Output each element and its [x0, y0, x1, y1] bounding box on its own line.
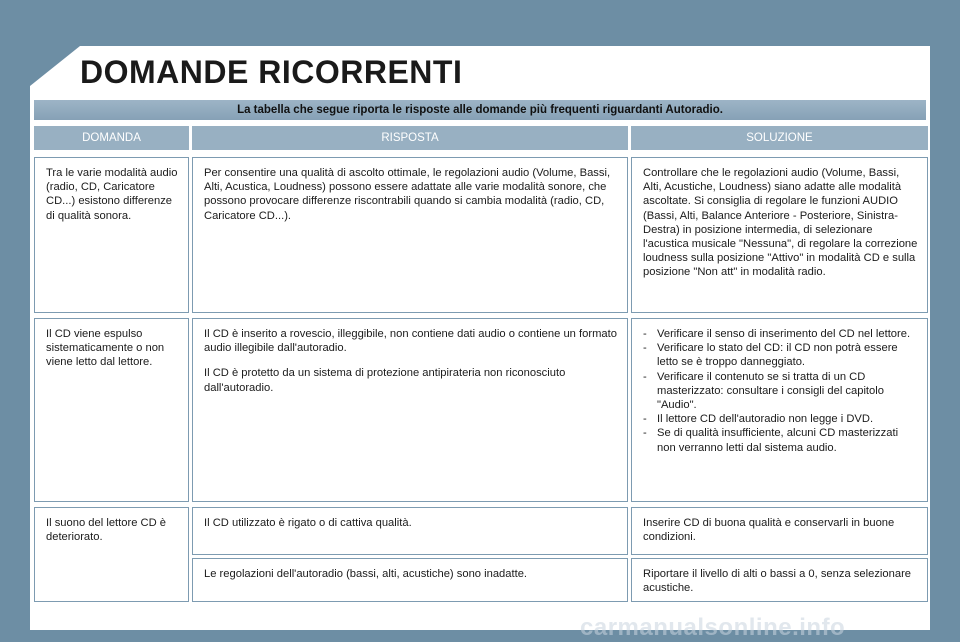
- row-4-answer: [192, 558, 628, 602]
- row-3-solution-text: Inserire CD di buona qualità e conservarli in buone condizioni.: [643, 517, 895, 544]
- row-1-answer-text: Per consentire una qualità di ascolto ottimale, le regolazioni audio (Volume, Bassi, Alti, Acustica, Loudness) possono essere adattate alle varie modalità sonore, che possono provocare differenze riscontrabili quando si cambia modalità (radio, CD, Caricatore CD...).: [204, 167, 611, 222]
- page-subtitle: La tabella che segue riporta le risposte alle domande più frequenti riguardanti Autoradio.: [237, 104, 723, 116]
- row-3-answer-text: Il CD utilizzato è rigato o di cattiva qualità.: [204, 517, 412, 529]
- header-soluzione: SOLUZIONE: [631, 126, 928, 150]
- row-2-question-text: Il CD viene espulso sistematicamente o non viene letto dal lettore.: [46, 328, 165, 369]
- list-item: - Verificare il contenuto se si tratta di un CD masterizzato: consultare i consigli del capitolo "Audio".: [643, 370, 919, 413]
- row-1-solution-text: Controllare che le regolazioni audio (Volume, Bassi, Alti, Acustiche, Loudness) siano adatte alle modalità ascoltate. Si consiglia di regolare le funzioni AUDIO (Bassi, Alti, Balance Anteriore - Posteriore, Sinistra-Destra) in posizione intermedia, di selezionare l'acustica musicale "Nessuna", di regolare la correzione loudness sulla posizione "Attivo" in modalità CD e sulla posizione "Non att" in modalità radio.: [643, 167, 918, 279]
- list-item: - Il lettore CD dell'autoradio non legge i DVD.: [643, 412, 919, 426]
- row-1-question-text: Tra le varie modalità audio (radio, CD, Caricatore CD...) esistono differenze di qualità sonora.: [46, 167, 178, 222]
- row-2-solution-list: [643, 327, 919, 455]
- row-1-answer: [192, 157, 628, 313]
- row-4-answer-text: Le regolazioni dell'autoradio (bassi, alti, acustiche) sono inadatte.: [204, 568, 528, 580]
- row-3-solution: [631, 507, 928, 555]
- subtitle-bar: [34, 100, 926, 120]
- header-risposta: RISPOSTA: [192, 126, 628, 150]
- header-domanda: DOMANDA: [34, 126, 189, 150]
- list-item: - Verificare lo stato del CD: il CD non potrà essere letto se è troppo danneggiato.: [643, 341, 919, 369]
- list-item: - Verificare il senso di inserimento del CD nel lettore.: [643, 327, 919, 341]
- row-3-question: [34, 507, 189, 602]
- row-1-solution: [631, 157, 928, 313]
- row-2-answer: [192, 318, 628, 502]
- row-4-solution-text: Riportare il livello di alti o bassi a 0, senza selezionare acustiche.: [643, 568, 912, 595]
- row-1-question: [34, 157, 189, 313]
- list-item: - Se di qualità insufficiente, alcuni CD masterizzati non verranno letti dal sistema audio.: [643, 426, 919, 454]
- page-number: 7.57: [898, 614, 920, 626]
- watermark: carmanualsonline.info: [580, 614, 846, 641]
- page-title: DOMANDE RICORRENTI: [80, 54, 463, 90]
- row-3-question-text: Il suono del lettore CD è deteriorato.: [46, 517, 167, 544]
- row-4-solution: [631, 558, 928, 602]
- row-2-answer-text-2: Il CD è protetto da un sistema di protezione antipirateria non riconosciuto dall'autoradio.: [204, 367, 566, 394]
- row-2-solution: [631, 318, 928, 502]
- row-2-question: [34, 318, 189, 502]
- row-2-answer-text-1: Il CD è inserito a rovescio, illeggibile, non contiene dati audio o contiene un formato audio illegibile dall'autoradio.: [204, 328, 617, 355]
- row-3-answer: [192, 507, 628, 555]
